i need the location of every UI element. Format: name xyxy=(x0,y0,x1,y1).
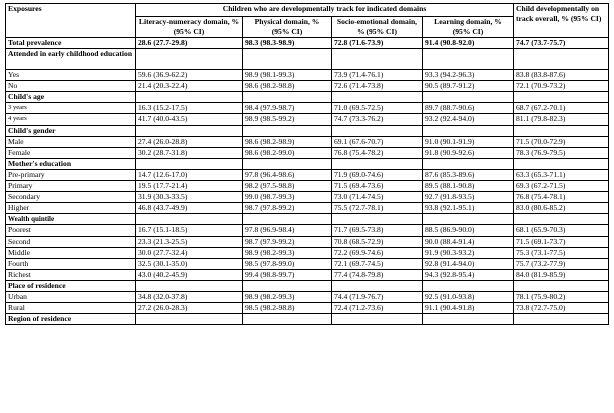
row-label: Pre-primary xyxy=(6,169,136,180)
row-value: 98.2 (97.5-98.8) xyxy=(243,181,332,192)
row-label: Rural xyxy=(6,303,136,314)
row-value: 98.6 (98.2-98.8) xyxy=(243,81,332,92)
row-label: Female xyxy=(6,147,136,158)
table-row xyxy=(6,303,609,314)
results-table-container xyxy=(5,3,608,325)
row-value: 32.5 (30.1-35.0) xyxy=(136,258,243,269)
section-empty-cell xyxy=(136,92,243,103)
section-header-row xyxy=(6,92,609,103)
section-title: Child's gender xyxy=(6,125,136,136)
row-value: 75.5 (72.7-78.1) xyxy=(332,203,423,214)
table-row xyxy=(6,269,609,280)
table-row xyxy=(6,236,609,247)
section-header-row xyxy=(6,125,609,136)
section-title: Region of residence xyxy=(6,314,136,325)
section-header-row xyxy=(6,158,609,169)
row-label: Higher xyxy=(6,203,136,214)
total-value: 91.4 (90.8-92.0) xyxy=(423,38,514,49)
table-row xyxy=(6,247,609,258)
row-value: 73.8 (72.7-75.0) xyxy=(514,303,609,314)
section-empty-cell xyxy=(332,49,423,70)
table-row xyxy=(6,103,609,114)
row-value: 14.7 (12.6-17.0) xyxy=(136,169,243,180)
row-value: 91.1 (90.4-91.8) xyxy=(423,303,514,314)
row-value: 75.7 (73.2-77.9) xyxy=(514,258,609,269)
row-value: 91.9 (90.3-93.2) xyxy=(423,247,514,258)
row-value: 19.5 (17.7-21.4) xyxy=(136,181,243,192)
total-row xyxy=(6,38,609,49)
row-label: Poorest xyxy=(6,225,136,236)
total-value: 74.7 (73.7-75.7) xyxy=(514,38,609,49)
header-exposures: Exposures xyxy=(6,4,136,38)
total-value: 72.8 (71.6-73.9) xyxy=(332,38,423,49)
row-value: 72.1 (70.9-73.2) xyxy=(514,81,609,92)
section-empty-cell xyxy=(243,214,332,225)
row-value: 94.3 (92.8-95.4) xyxy=(423,269,514,280)
section-empty-cell xyxy=(423,158,514,169)
row-value: 76.8 (75.4-78.2) xyxy=(332,147,423,158)
row-value: 92.5 (91.0-93.8) xyxy=(423,291,514,302)
section-empty-cell xyxy=(423,92,514,103)
row-value: 16.7 (15.1-18.5) xyxy=(136,225,243,236)
row-value: 78.1 (75.9-80.2) xyxy=(514,291,609,302)
section-empty-cell xyxy=(514,158,609,169)
row-value: 73.9 (71.4-76.1) xyxy=(332,70,423,81)
header-overall-text: Child developmentally on track overall, % (95% CI) xyxy=(516,4,602,23)
results-table xyxy=(5,3,609,325)
row-value: 98.9 (98.5-99.2) xyxy=(243,114,332,125)
section-empty-cell xyxy=(514,125,609,136)
section-header-row xyxy=(6,214,609,225)
row-label: 4 years xyxy=(6,114,136,125)
row-value: 92.8 (91.4-94.0) xyxy=(423,258,514,269)
row-value: 46.8 (43.7-49.9) xyxy=(136,203,243,214)
section-empty-cell xyxy=(514,49,609,70)
header-row-1 xyxy=(6,4,609,17)
section-empty-cell xyxy=(332,214,423,225)
section-header-row xyxy=(6,49,609,70)
section-empty-cell xyxy=(423,280,514,291)
row-label: Male xyxy=(6,136,136,147)
row-value: 69.3 (67.2-71.5) xyxy=(514,181,609,192)
row-value: 93.2 (92.4-94.0) xyxy=(423,114,514,125)
row-value: 59.6 (36.9-62.2) xyxy=(136,70,243,81)
section-title: Child's age xyxy=(6,92,136,103)
row-label: Richest xyxy=(6,269,136,280)
row-value: 91.8 (90.9-92.6) xyxy=(423,147,514,158)
section-empty-cell xyxy=(136,49,243,70)
section-empty-cell xyxy=(243,158,332,169)
section-title: Place of residence xyxy=(6,280,136,291)
row-value: 99.4 (98.8-99.7) xyxy=(243,269,332,280)
row-value: 43.0 (40.2-45.9) xyxy=(136,269,243,280)
row-value: 72.6 (71.4-73.8) xyxy=(332,81,423,92)
row-label: Second xyxy=(6,236,136,247)
row-label: 3 years xyxy=(6,103,136,114)
section-empty-cell xyxy=(332,125,423,136)
header-group: Children who are developmentally track for indicated domains xyxy=(136,4,514,17)
section-empty-cell xyxy=(136,125,243,136)
section-empty-cell xyxy=(423,125,514,136)
row-value: 74.7 (73.3-76.2) xyxy=(332,114,423,125)
section-empty-cell xyxy=(514,214,609,225)
table-row xyxy=(6,291,609,302)
row-value: 41.7 (40.0-43.5) xyxy=(136,114,243,125)
row-value: 98.5 (98.2-98.8) xyxy=(243,303,332,314)
row-value: 98.6 (98.2-99.0) xyxy=(243,147,332,158)
row-value: 34.8 (32.0-37.8) xyxy=(136,291,243,302)
section-empty-cell xyxy=(136,214,243,225)
row-value: 76.8 (75.4-78.1) xyxy=(514,192,609,203)
table-row xyxy=(6,136,609,147)
row-value: 98.6 (98.2-98.9) xyxy=(243,136,332,147)
row-value: 99.0 (98.7-99.3) xyxy=(243,192,332,203)
row-value: 83.0 (80.6-85.2) xyxy=(514,203,609,214)
total-value: 98.3 (98.3-98.9) xyxy=(243,38,332,49)
row-value: 89.7 (88.7-90.6) xyxy=(423,103,514,114)
section-empty-cell xyxy=(243,92,332,103)
section-empty-cell xyxy=(332,280,423,291)
row-value: 63.3 (65.3-71.1) xyxy=(514,169,609,180)
row-value: 84.0 (81.9-85.9) xyxy=(514,269,609,280)
row-value: 71.5 (70.0-72.9) xyxy=(514,136,609,147)
section-empty-cell xyxy=(423,49,514,70)
row-value: 98.9 (98.1-99.3) xyxy=(243,70,332,81)
section-title: Mother's education xyxy=(6,158,136,169)
table-row xyxy=(6,81,609,92)
row-value: 90.5 (89.7-91.2) xyxy=(423,81,514,92)
row-value: 89.5 (88.1-90.8) xyxy=(423,181,514,192)
row-value: 93.8 (92.1-95.1) xyxy=(423,203,514,214)
total-value: 28.6 (27.7-29.8) xyxy=(136,38,243,49)
row-value: 98.9 (98.2-99.3) xyxy=(243,291,332,302)
row-value: 73.0 (71.4-74.5) xyxy=(332,192,423,203)
table-row xyxy=(6,192,609,203)
row-value: 90.0 (88.4-91.4) xyxy=(423,236,514,247)
table-row xyxy=(6,147,609,158)
section-empty-cell xyxy=(243,125,332,136)
table-row xyxy=(6,258,609,269)
row-value: 71.5 (69.4-73.6) xyxy=(332,181,423,192)
row-value: 87.6 (85.3-89.6) xyxy=(423,169,514,180)
row-value: 71.5 (69.1-73.7) xyxy=(514,236,609,247)
row-value: 93.3 (94.2-96.3) xyxy=(423,70,514,81)
section-empty-cell xyxy=(243,280,332,291)
row-value: 27.2 (26.0-28.3) xyxy=(136,303,243,314)
section-empty-cell xyxy=(514,314,609,325)
row-value: 92.7 (91.8-93.5) xyxy=(423,192,514,203)
row-label: Urban xyxy=(6,291,136,302)
row-value: 98.4 (97.9-98.7) xyxy=(243,103,332,114)
section-empty-cell xyxy=(514,92,609,103)
row-label: Fourth xyxy=(6,258,136,269)
row-value: 97.8 (96.9-98.4) xyxy=(243,225,332,236)
table-row xyxy=(6,169,609,180)
row-value: 98.9 (98.2-99.3) xyxy=(243,247,332,258)
table-row xyxy=(6,114,609,125)
row-value: 71.7 (69.5-73.8) xyxy=(332,225,423,236)
row-value: 68.1 (65.9-70.3) xyxy=(514,225,609,236)
header-physical: Physical domain, % (95% CI) xyxy=(243,17,332,38)
section-header-row xyxy=(6,280,609,291)
row-value: 78.3 (76.9-79.5) xyxy=(514,147,609,158)
row-value: 91.0 (90.1-91.9) xyxy=(423,136,514,147)
section-header-row xyxy=(6,314,609,325)
table-row xyxy=(6,70,609,81)
header-overall xyxy=(514,4,609,38)
row-value: 72.2 (69.9-74.6) xyxy=(332,247,423,258)
row-value: 71.0 (69.5-72.5) xyxy=(332,103,423,114)
row-value: 21.4 (20.3-22.4) xyxy=(136,81,243,92)
row-value: 72.1 (69.7-74.5) xyxy=(332,258,423,269)
row-label: Primary xyxy=(6,181,136,192)
section-empty-cell xyxy=(514,280,609,291)
row-value: 81.1 (79.8-82.3) xyxy=(514,114,609,125)
row-value: 83.8 (83.8-87.6) xyxy=(514,70,609,81)
row-value: 23.3 (21.3-25.5) xyxy=(136,236,243,247)
section-empty-cell xyxy=(243,314,332,325)
row-value: 98.5 (97.8-99.0) xyxy=(243,258,332,269)
row-value: 31.9 (30.3-33.5) xyxy=(136,192,243,203)
row-label: No xyxy=(6,81,136,92)
section-empty-cell xyxy=(136,158,243,169)
row-value: 98.7 (97.8-99.2) xyxy=(243,203,332,214)
row-value: 16.3 (15.2-17.5) xyxy=(136,103,243,114)
section-empty-cell xyxy=(243,49,332,70)
row-value: 75.3 (73.1-77.5) xyxy=(514,247,609,258)
section-empty-cell xyxy=(423,214,514,225)
row-value: 69.1 (67.6-70.7) xyxy=(332,136,423,147)
table-row xyxy=(6,225,609,236)
section-title: Attended in early childhood education xyxy=(6,49,136,70)
section-empty-cell xyxy=(332,314,423,325)
table-row xyxy=(6,181,609,192)
section-empty-cell xyxy=(136,314,243,325)
row-label: Middle xyxy=(6,247,136,258)
header-socio: Socio-emotional domain, % (95% CI) xyxy=(332,17,423,38)
row-label: Secondary xyxy=(6,192,136,203)
row-value: 30.0 (27.7-32.4) xyxy=(136,247,243,258)
table-row xyxy=(6,203,609,214)
section-empty-cell xyxy=(332,92,423,103)
row-value: 98.7 (97.9-99.2) xyxy=(243,236,332,247)
row-value: 88.5 (86.9-90.0) xyxy=(423,225,514,236)
row-value: 71.9 (69.0-74.6) xyxy=(332,169,423,180)
section-empty-cell xyxy=(136,280,243,291)
header-literacy: Literacy-numeracy domain, % (95% CI) xyxy=(136,17,243,38)
section-title: Wealth quintile xyxy=(6,214,136,225)
section-empty-cell xyxy=(423,314,514,325)
row-value: 74.4 (71.9-76.7) xyxy=(332,291,423,302)
section-empty-cell xyxy=(332,158,423,169)
row-value: 70.8 (68.5-72.9) xyxy=(332,236,423,247)
row-value: 30.2 (28.7-31.8) xyxy=(136,147,243,158)
row-value: 77.4 (74.8-79.8) xyxy=(332,269,423,280)
header-learning: Learning domain, % (95% CI) xyxy=(423,17,514,38)
row-label: Yes xyxy=(6,70,136,81)
row-value: 72.4 (71.2-73.6) xyxy=(332,303,423,314)
total-label: Total prevalence xyxy=(6,38,136,49)
row-value: 68.7 (67.2-70.1) xyxy=(514,103,609,114)
row-value: 97.8 (96.4-98.6) xyxy=(243,169,332,180)
row-value: 27.4 (26.0-28.8) xyxy=(136,136,243,147)
